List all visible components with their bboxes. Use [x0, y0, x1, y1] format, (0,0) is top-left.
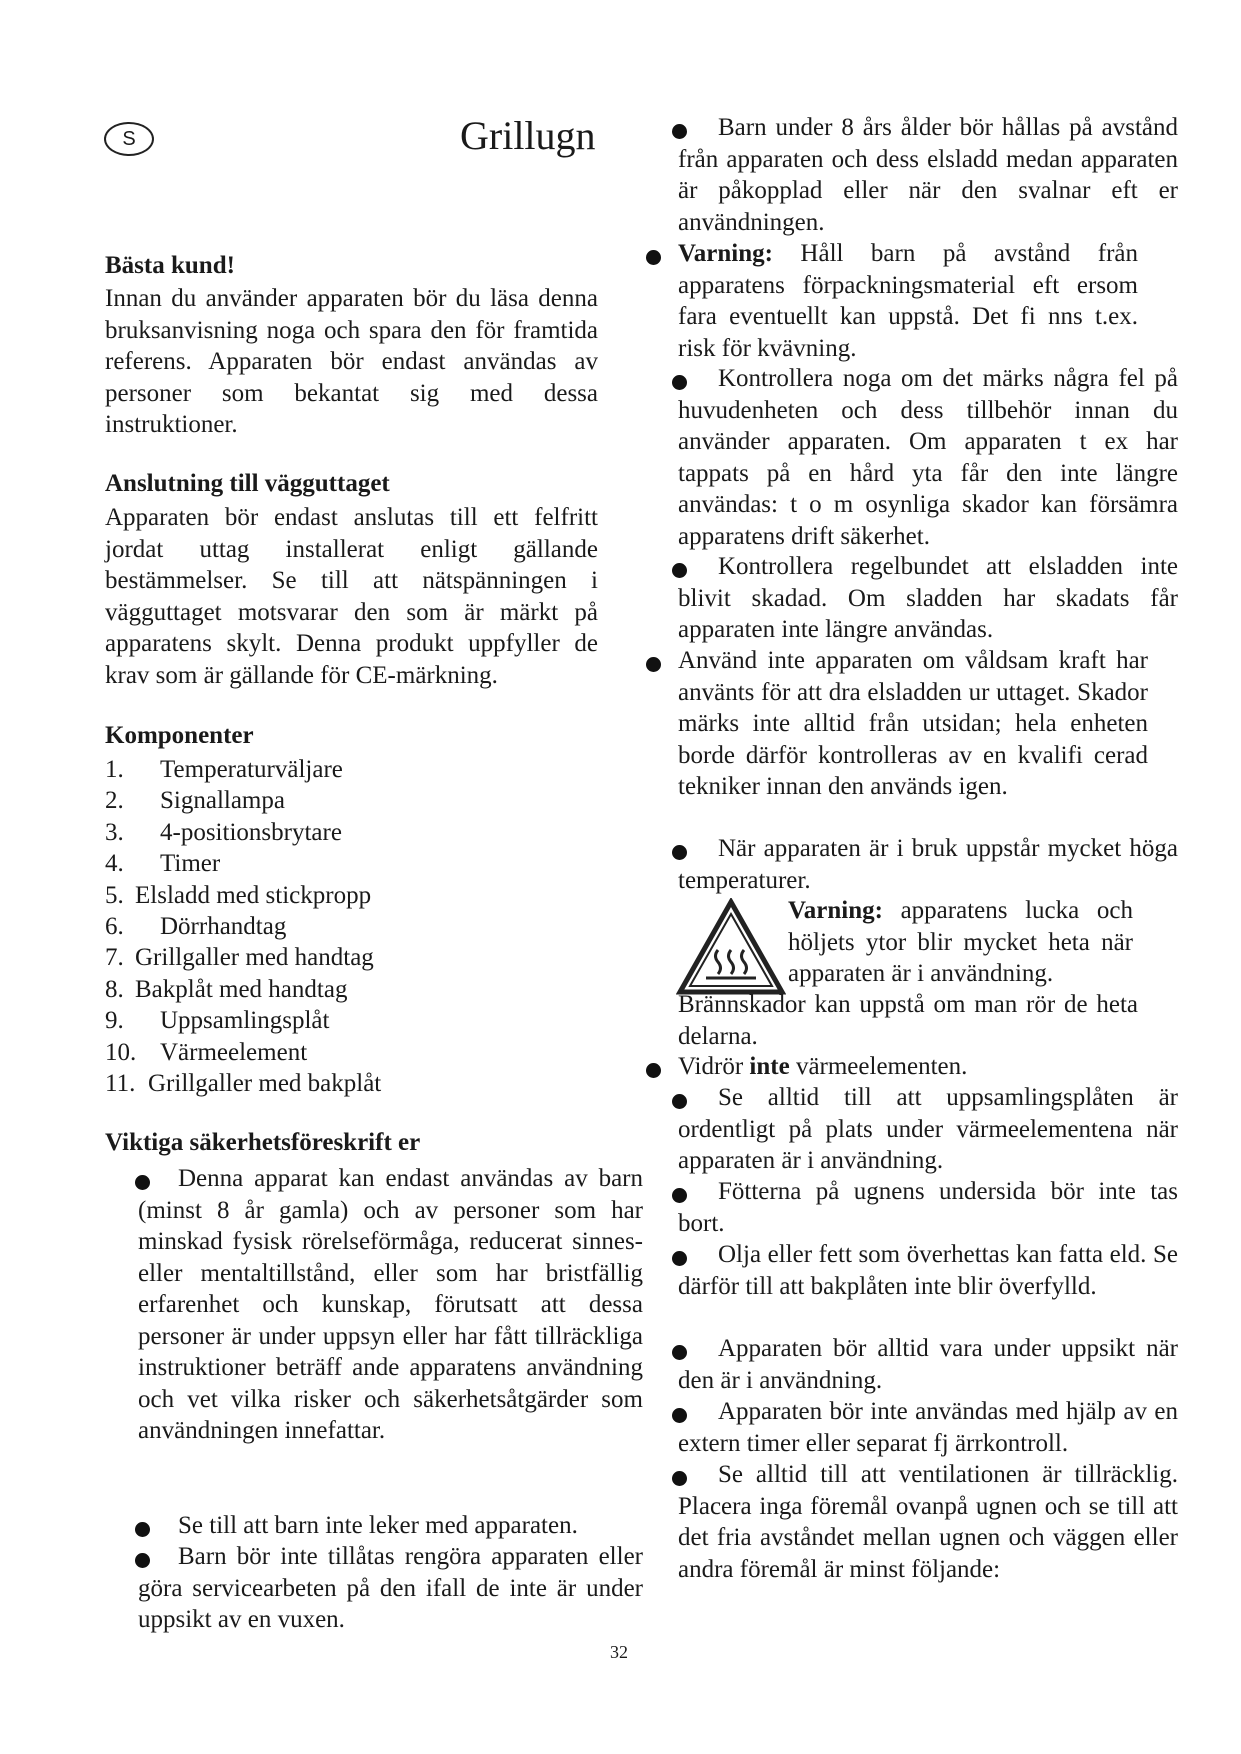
bullet-icon	[646, 250, 661, 265]
list-item	[105, 1068, 381, 1100]
warning-tail-text: Brännskador kan uppstå om man rör de heta delarna.	[678, 991, 1138, 1050]
list-item-label: Grillgaller med bakplåt	[148, 1070, 382, 1097]
list-item-label: Värmeelement	[160, 1038, 308, 1066]
page-title: Grillugn	[460, 113, 596, 158]
list-item-label: 4-positionsbrytare	[160, 818, 342, 846]
connection-text: Apparaten bör endast anslutas till ett felfritt jordat uttag installerat enligt gällande bestämmelser. Se till att nätspänningen i vägguttaget motsvarar den som är märkt på apparatens skylt. Denna produkt uppfyller de krav som är gällande för CE-märkning.	[105, 504, 598, 689]
bullet-icon	[646, 1063, 661, 1078]
intro-heading: Bästa kund!	[105, 252, 235, 279]
components-heading: Komponenter	[105, 722, 254, 749]
list-item-label: Temperaturväljare	[160, 756, 343, 783]
bullet-text: Fötterna på ugnens undersida bör inte tas bort.	[678, 1178, 1178, 1237]
bullet-text	[678, 238, 1138, 364]
list-item-number: 2.	[105, 787, 124, 815]
list-item-number: 8.	[105, 975, 124, 1003]
bullet-text: Se alltid till att ventilationen är tillräcklig. Placera inga föremål ovanpå ugnen och se till att det fria avståndet mellan ugnen och väggen eller andra föremål är minst följande:	[678, 1461, 1178, 1583]
list-item-number: 10.	[105, 1038, 137, 1066]
list-item-number: 1.	[105, 756, 124, 783]
bullet-text	[678, 1051, 1148, 1083]
hot-surface-warning-icon	[676, 898, 786, 996]
list-item-label: Signallampa	[160, 787, 285, 815]
list-item	[105, 817, 342, 849]
warning-label: Varning:	[788, 897, 883, 924]
list-item	[105, 942, 374, 974]
list-item	[105, 848, 220, 880]
list-item-number: 3.	[105, 818, 124, 846]
list-item-number: 6.	[105, 913, 124, 940]
bullet-text: Kontrollera noga om det märks några fel på huvudenheten och dess tillbehör innan du använder apparaten. Om apparaten t ex har tappats på en hård yta får den inte längre användas: t o m osynliga skador kan försämra apparatens drift säkerhet.	[678, 365, 1178, 550]
bullet-text: Använd inte apparaten om våldsam kraft har använts för att dra elsladden ur uttaget. Skador märks inte alltid från utsidan; hela enheten borde därför kontrolleras av en kvalifi cerad tekniker innan den används igen.	[678, 647, 1148, 800]
bullet-text: Kontrollera regelbundet att elsladden inte blivit skadad. Om sladden har skadats får apparaten inte längre användas.	[678, 553, 1178, 643]
list-item-number: 4.	[105, 850, 124, 878]
warning-box-text	[788, 895, 1133, 990]
list-item-label: Uppsamlingsplåt	[160, 1007, 330, 1035]
list-item-label: Bakplåt med handtag	[135, 975, 348, 1003]
list-item	[105, 1005, 329, 1037]
bullet-text: Se alltid till att uppsamlingsplåten är ordentligt på plats under värmeelementena när apparaten är i användning.	[678, 1084, 1178, 1174]
list-item	[105, 754, 343, 786]
bullet-icon	[646, 657, 661, 672]
warning-text: Håll barn på avstånd från apparatens förpackningsmaterial eft ersom fara eventuellt kan uppstå. Det fi nns t.ex. risk för kvävning.	[678, 240, 1138, 362]
language-badge: S	[104, 122, 154, 156]
list-item	[105, 911, 286, 943]
bullet-text: Barn bör inte tillåtas rengöra apparaten eller göra servicearbeten på den ifall de inte är under uppsikt av en vuxen.	[138, 1543, 643, 1633]
list-item	[105, 1037, 307, 1069]
list-item	[105, 974, 347, 1006]
bullet-text: När apparaten är i bruk uppstår mycket höga temperaturer.	[678, 835, 1178, 894]
warning-text: apparatens lucka och höljets ytor blir mycket heta när apparaten är i användning.	[788, 897, 1133, 987]
bullet-text: Denna apparat kan endast användas av barn (minst 8 år gamla) och av personer som har minskad fysisk rörelseförmåga, reducerat sinnes- eller mentaltillstånd, eller som har bristfällig erfarenhet och kunskap, förutsatt att dessa personer är under uppsyn eller har fått tillräckliga instruktioner beträff ande apparatens användning och vet vilka risker och säkerhetsåtgärder som användningen innefattar.	[138, 1165, 643, 1444]
list-item	[105, 785, 285, 817]
list-item-number: 9.	[105, 1007, 124, 1035]
text-bold: inte	[749, 1053, 790, 1080]
bullet-text: Apparaten bör alltid vara under uppsikt när den är i användning.	[678, 1335, 1178, 1394]
list-item-label: Timer	[160, 850, 221, 878]
bullet-text: Barn under 8 års ålder bör hållas på avstånd från apparaten och dess elsladd medan apparaten är påkopplad eller när den svalnar eft er användningen.	[678, 114, 1178, 236]
bullet-text: Apparaten bör inte användas med hjälp av en extern timer eller separat fj ärrkontroll.	[678, 1398, 1178, 1457]
safety-heading: Viktiga säkerhetsföreskrift er	[105, 1129, 421, 1156]
bullet-text: Olja eller fett som överhettas kan fatta eld. Se därför till att bakplåten inte blir överfylld.	[678, 1241, 1178, 1300]
warning-label: Varning:	[678, 240, 773, 267]
text-part: värmeelementen.	[789, 1053, 968, 1080]
list-item-label: Elsladd med stickpropp	[135, 881, 372, 909]
list-item-label: Grillgaller med handtag	[135, 944, 374, 972]
list-item	[105, 880, 371, 912]
text-part: Vidrör	[678, 1053, 750, 1080]
bullet-text: Se till att barn inte leker med apparaten.	[178, 1512, 578, 1539]
intro-text: Innan du använder apparaten bör du läsa denna bruksanvisning noga och spara den för framtida referens. Apparaten bör endast användas av personer som bekantat sig med dessa instruktioner.	[105, 285, 598, 438]
list-item-number: 5.	[105, 881, 124, 909]
page-number: 32	[610, 1642, 628, 1662]
list-item-label: Dörrhandtag	[160, 913, 287, 940]
list-item-number: 7.	[105, 944, 124, 972]
list-item-number: 11.	[105, 1070, 136, 1097]
connection-heading: Anslutning till vägguttaget	[105, 470, 390, 497]
